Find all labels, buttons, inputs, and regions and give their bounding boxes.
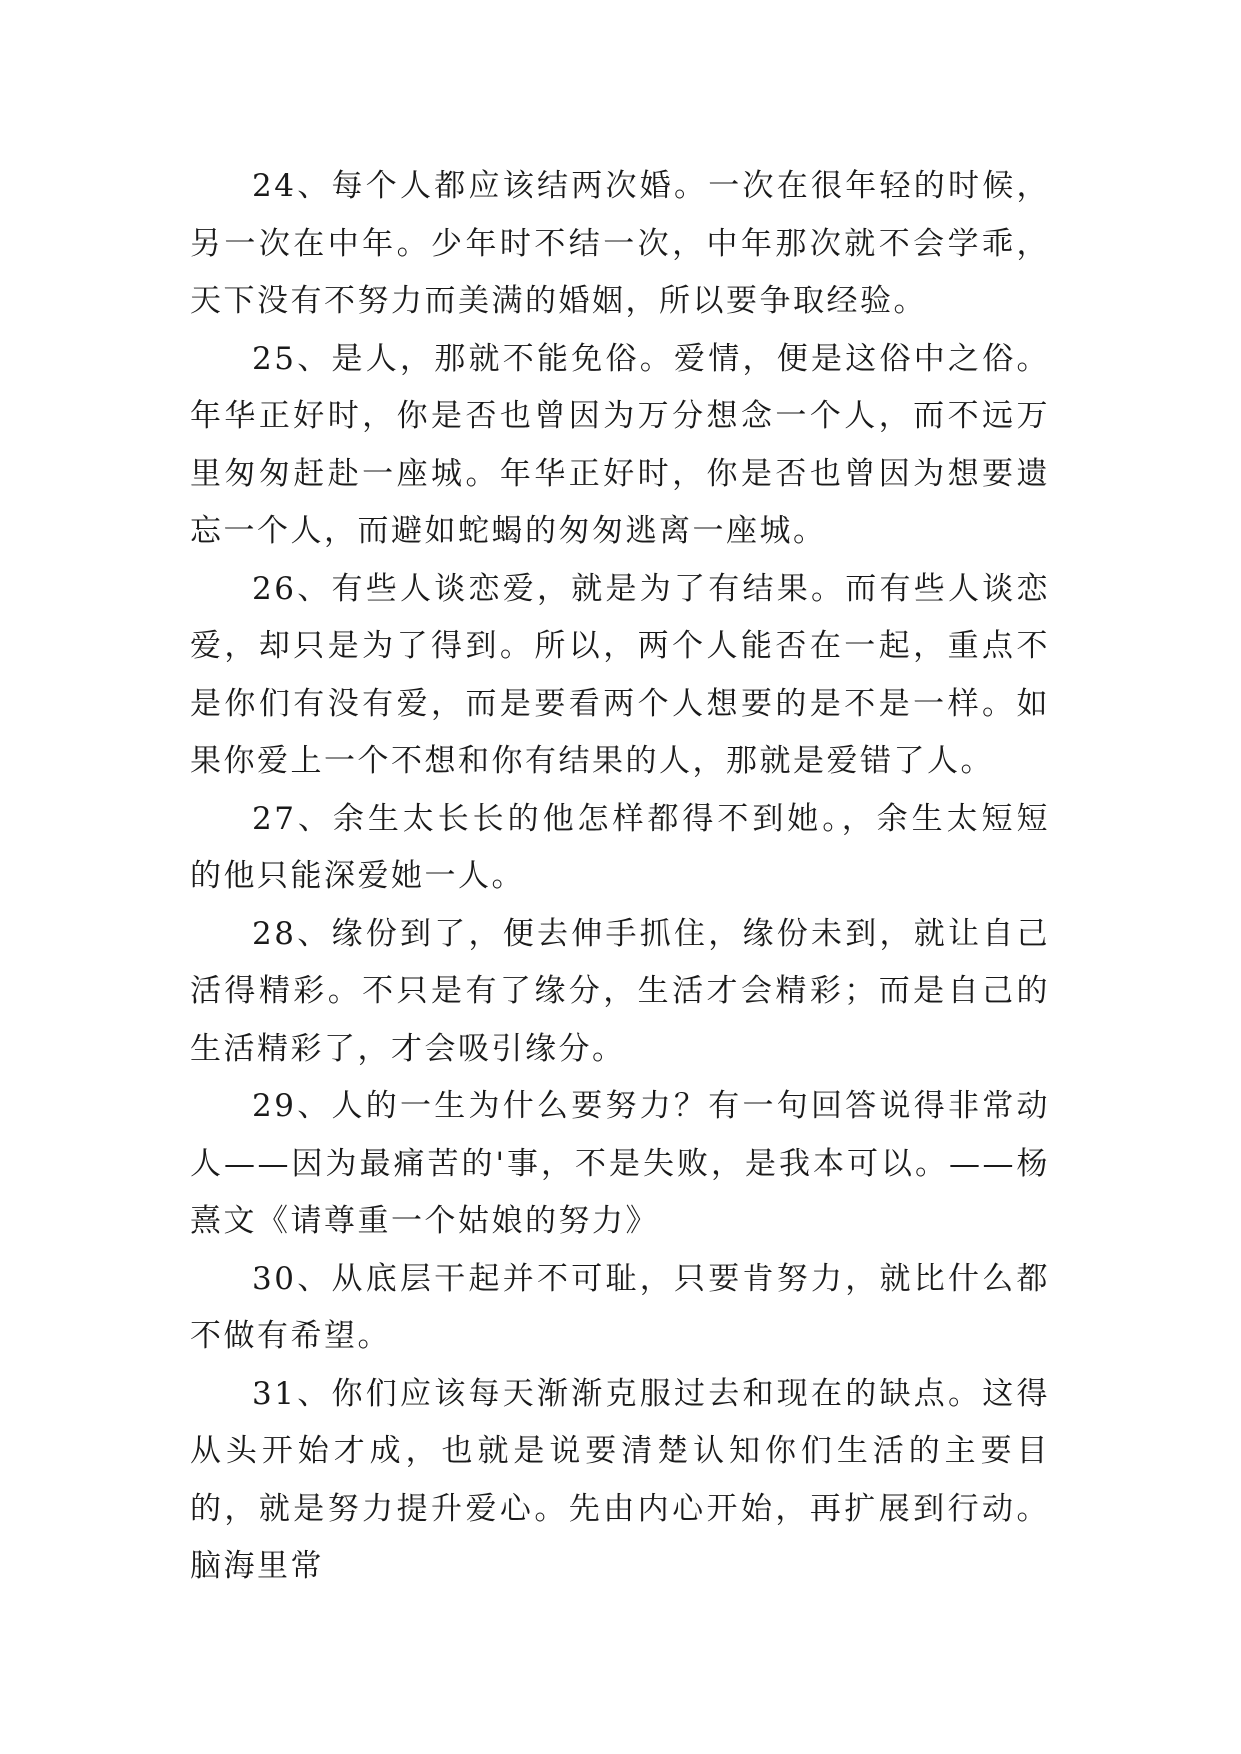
paragraph-25: 25、是人，那就不能免俗。爱情，便是这俗中之俗。年华正好时，你是否也曾因为万分想念一个人，而不远万里匆匆赶赴一座城。年华正好时，你是否也曾因为想要遗忘一个人，而避如蛇蝎的匆匆逃离一座城。 <box>190 340 1050 549</box>
paragraph-27: 27、余生太长长的他怎样都得不到她。，余生太短短的他只能深爱她一人。 <box>190 800 1050 894</box>
document-body <box>190 158 1050 1596</box>
paragraph-29: 29、人的一生为什么要努力？有一句回答说得非常动人——因为最痛苦的'事，不是失败，是我本可以。——杨熹文《请尊重一个姑娘的努力》 <box>190 1088 1050 1239</box>
paragraph-26: 26、有些人谈恋爱，就是为了有结果。而有些人谈恋爱，却只是为了得到。所以，两个人能否在一起，重点不是你们有没有爱，而是要看两个人想要的是不是一样。如果你爱上一个不想和你有结果的人，那就是爱错了人。 <box>190 570 1050 779</box>
paragraph-24: 24、每个人都应该结两次婚。一次在很年轻的时候，另一次在中年。少年时不结一次，中年那次就不会学乖，天下没有不努力而美满的婚姻，所以要争取经验。 <box>190 168 1050 319</box>
paragraph-30: 30、从底层干起并不可耻，只要肯努力，就比什么都不做有希望。 <box>190 1260 1050 1354</box>
paragraph-28: 28、缘份到了，便去伸手抓住，缘份未到，就让自己活得精彩。不只是有了缘分，生活才会精彩；而是自己的生活精彩了，才会吸引缘分。 <box>190 915 1050 1067</box>
paragraph-31: 31、你们应该每天渐渐克服过去和现在的缺点。这得从头开始才成，也就是说要清楚认知你们生活的主要目的，就是努力提升爱心。先由内心开始，再扩展到行动。脑海里常 <box>190 1375 1050 1584</box>
